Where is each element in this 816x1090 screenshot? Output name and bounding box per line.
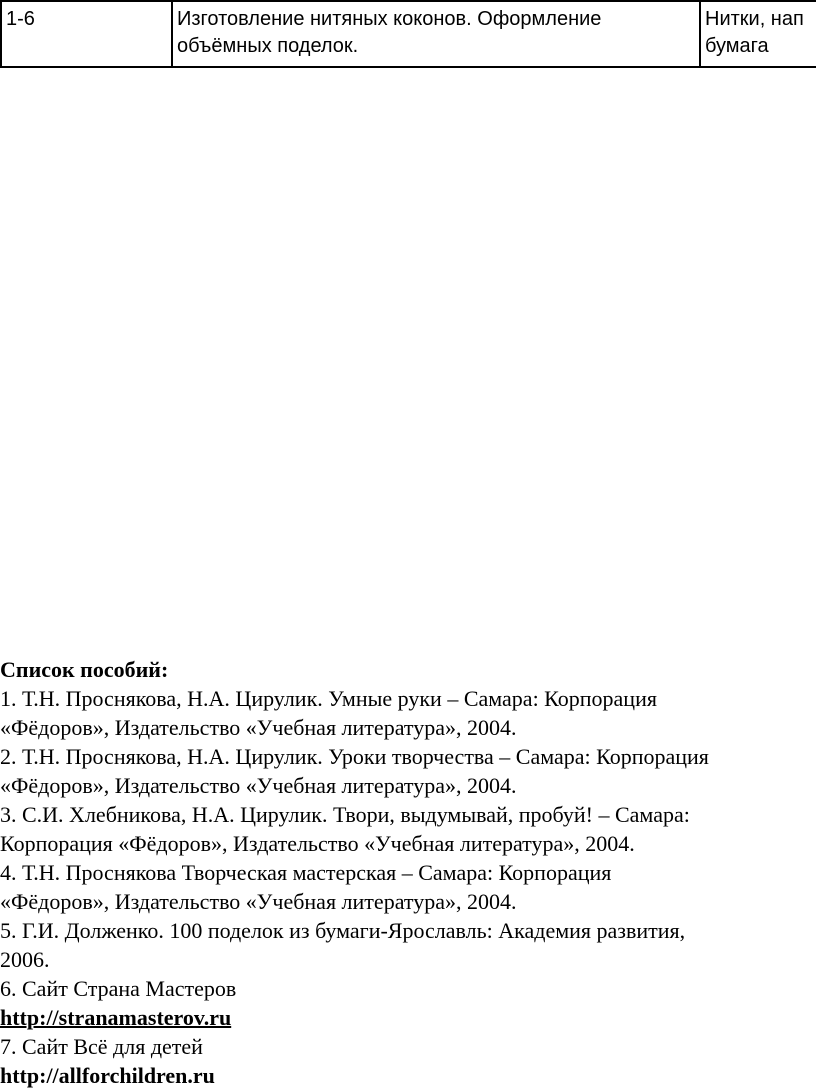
reference-item-5-line-1: 5. Г.И. Долженко. 100 поделок из бумаги-Ярославль: Академия развития,	[0, 918, 686, 943]
reference-site-2-link-row	[0, 1061, 816, 1090]
reference-item-5-line-2: 2006.	[0, 947, 50, 972]
lesson-topic-cell	[172, 1, 700, 67]
reference-item-1-line-2: «Фёдоров», Издательство «Учебная литература», 2004.	[0, 715, 517, 740]
lesson-materials-line-2: бумага	[705, 35, 769, 57]
reference-list-heading: Список пособий:	[0, 657, 169, 682]
lesson-topic-line-1: Изготовление нитяных коконов. Оформление	[177, 8, 602, 30]
lesson-plan-table	[0, 0, 816, 68]
lesson-materials-cell	[700, 1, 816, 67]
reference-item-3-line-1: 3. С.И. Хлебникова, Н.А. Цирулик. Твори, выдумывай, пробуй! – Самара:	[0, 802, 690, 827]
reference-list	[0, 655, 816, 1090]
reference-item-3-line-2: Корпорация «Фёдоров», Издательство «Учебная литература», 2004.	[0, 831, 635, 856]
reference-site-1-link-row	[0, 1003, 816, 1032]
reference-item-4-line-1: 4. Т.Н. Проснякова Творческая мастерская – Самара: Корпорация	[0, 860, 612, 885]
reference-site-2-label: 7. Сайт Всё для детей	[0, 1034, 203, 1059]
reference-site-1-label: 6. Сайт Страна Мастеров	[0, 976, 237, 1001]
reference-item-4-line-2: «Фёдоров», Издательство «Учебная литература», 2004.	[0, 889, 517, 914]
table-row	[1, 1, 816, 67]
reference-item-2-line-2: «Фёдоров», Издательство «Учебная литература», 2004.	[0, 773, 517, 798]
reference-item-2-line-1: 2. Т.Н. Проснякова, Н.А. Цирулик. Уроки творчества – Самара: Корпорация	[0, 744, 709, 769]
lesson-topic-line-2: объёмных поделок.	[177, 35, 359, 57]
reference-item-1-line-1: 1. Т.Н. Проснякова, Н.А. Цирулик. Умные руки – Самара: Корпорация	[0, 686, 657, 711]
reference-site-2-link[interactable]: http://allforchildren.ru	[0, 1063, 215, 1088]
lesson-materials-line-1: Нитки, нап	[705, 8, 804, 30]
lesson-number-cell	[1, 1, 172, 67]
lesson-number: 1-6	[6, 8, 35, 30]
reference-site-1-link[interactable]: http://stranamasterov.ru	[0, 1005, 232, 1030]
